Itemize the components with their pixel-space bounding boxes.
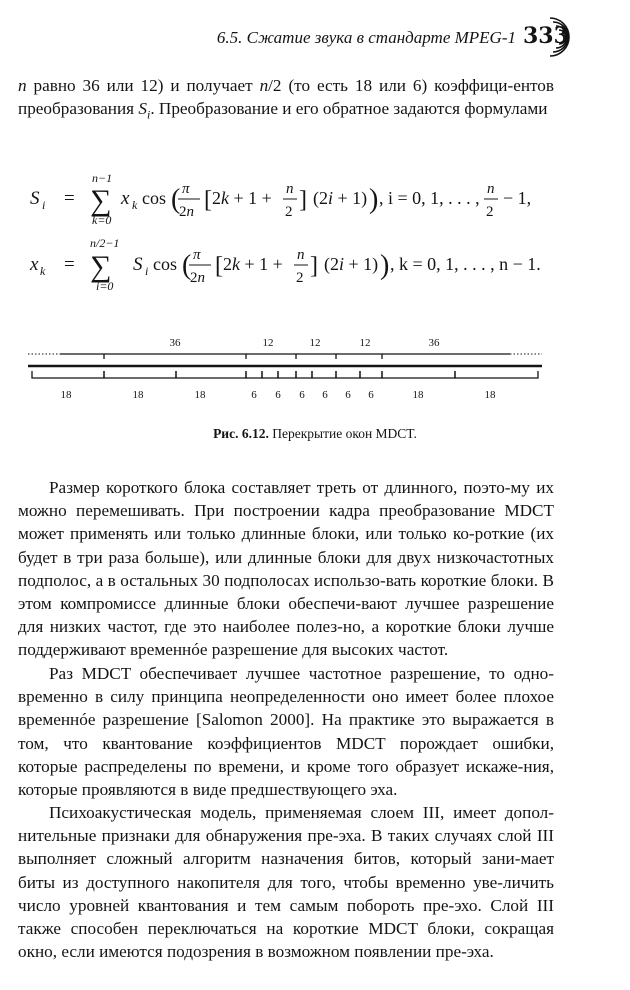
bottom-label: 18: [484, 389, 496, 401]
formula2-bracket-close: ]: [310, 253, 318, 279]
top-label: 12: [309, 337, 321, 349]
bottom-label: 18: [60, 389, 72, 401]
mdct-window-overlap-figure: [20, 333, 550, 403]
bottom-label: 6: [251, 389, 257, 401]
formula2-2: 2: [296, 270, 304, 286]
formula1-range-n: n: [487, 181, 495, 197]
formula2-sigma: ∑: [90, 250, 112, 283]
body-paragraph-1: Размер короткого блока составляет треть от длинного, поэто-му их можно перемешивать. При построении кадра преобразование MDCT может применять или только длинные блоки, или только ко-роткие (их будет в три раза больше), или длинные блоки для двух низкочастотных подполос, а в остальных 30 подполосах использо-вать короткие блоки. В этом компромиссе длинные блоки обеспечи-вают лучшее разрешение для низких частот, где это наиболее полез-но, а короткие блоки лучше поддерживают временнóе разрешение для высоких частот.: [18, 478, 554, 660]
formula2-paren-close: ): [380, 250, 390, 281]
bottom-window-labels: [61, 389, 497, 401]
top-label: 36: [169, 337, 181, 349]
formula2-bracket-open: [: [215, 253, 223, 279]
top-label: 12: [262, 337, 274, 349]
formula2-summand: S: [133, 254, 143, 275]
formula1-summand-sub: k: [132, 198, 138, 212]
formula1-range-2: 2: [486, 204, 494, 220]
bottom-label: 6: [368, 389, 374, 401]
formula2-bracket-body: 2k + 1 +: [223, 254, 283, 274]
bottom-label: 6: [299, 389, 305, 401]
top-window-labels: [170, 337, 441, 349]
formula2-lhs: x: [30, 254, 39, 275]
formula-inverse: [29, 236, 541, 293]
formula2-equals: =: [64, 254, 75, 275]
intro-paragraph: n равно 36 или 12) и получает n/2 (то есть 18 или 6) коэффици-ентов преобразования $S_i$. Преобразование и его обратное задаются формулами: [18, 76, 555, 122]
formula2-paren-open: (: [182, 250, 192, 281]
formula2-pi: π: [193, 247, 201, 263]
intro-text-1: равно 36 или 12) и получает: [33, 76, 253, 95]
formula2-n: n: [297, 247, 305, 263]
formula1-sum-lower: k=0: [92, 213, 112, 227]
formula1-range-end: − 1,: [503, 188, 532, 208]
formula1-n: n: [286, 181, 294, 197]
formula2-2n: 2n: [190, 270, 205, 286]
figure-caption-text: Перекрытие окон MDCT.: [272, 426, 417, 441]
figure-caption-label: Рис. 6.12.: [213, 426, 269, 441]
upper-window-row: [60, 354, 510, 359]
formula2-lhs-sub: k: [40, 264, 46, 278]
formula1-2: 2: [285, 204, 293, 220]
lower-window-row: [32, 371, 538, 378]
formula1-sum-upper: n−1: [92, 171, 113, 185]
body-paragraph-2: Раз MDCT обеспечивает лучшее частотное разрешение, то одно-временно в силу принципа неопределенности оно имеет более плохое временнóе разрешение [Salomon 2000]. На практике это выражается в том, что квантование коэффициентов MDCT порождает ошибки, которые распределены по времени, и кроме того образует искаже-ния, которые проявляются в виде предшествующего эха.: [18, 664, 554, 800]
top-label: 12: [359, 337, 371, 349]
page-number: 333: [523, 23, 569, 49]
formula2-range: , k = 0, 1, . . . , n − 1.: [390, 254, 541, 274]
formula1-paren-open: (: [171, 184, 181, 215]
bottom-label: 18: [132, 389, 144, 401]
formula2-summand-sub: i: [145, 264, 149, 278]
formula1-range: , i = 0, 1, . . . ,: [379, 188, 480, 208]
formula1-sigma: ∑: [90, 184, 112, 217]
formula1-equals: =: [64, 188, 75, 209]
mdct-formulas: [0, 160, 630, 300]
bottom-label: 18: [412, 389, 424, 401]
page-corner-arc-icon: [548, 14, 574, 60]
figure-caption: [0, 426, 630, 442]
formula1-2i1: (2i + 1): [313, 188, 368, 208]
running-header: 6.5. Сжатие звука в стандарте MPEG-1: [216, 28, 516, 47]
formula1-summand: x: [121, 188, 130, 209]
formula1-lhs-sub: i: [42, 198, 46, 212]
formula1-2n: 2n: [179, 204, 194, 220]
formula2-cos: cos: [153, 254, 177, 274]
top-label: 36: [428, 337, 440, 349]
bottom-label: 6: [275, 389, 281, 401]
bottom-label: 6: [322, 389, 328, 401]
formula1-paren-close: ): [369, 184, 379, 215]
formula1-bracket-body: 2k + 1 +: [212, 188, 272, 208]
formula1-bracket-close: ]: [299, 187, 307, 213]
formula1-cos: cos: [142, 188, 166, 208]
formula1-bracket-open: [: [204, 187, 212, 213]
intro-text-3: . Преобразование и его обратное задаются формулами: [150, 99, 548, 119]
bottom-label: 18: [194, 389, 206, 401]
formula1-lhs: S: [30, 188, 40, 209]
formula2-sum-upper: n/2−1: [90, 236, 120, 250]
formula-forward: [30, 171, 531, 227]
formula2-2i1: (2i + 1): [324, 254, 379, 274]
body-paragraph-3: Психоакустическая модель, применяемая слоем III, имеет допол-нительные признаки для обнаружения пре-эха. В таких случаях слой III выполняет сложный алгоритм назначения битов, который зани-мает биты из доступного накопителя для того, чтобы временно уве-личить число уровней квантования и тем самым побороть пре-эхо. Слой III также способен переключаться на короткие MDCT блоки, сокращая окно, если имеются подозрения в возможном появлении пре-эха.: [18, 803, 554, 962]
bottom-label: 6: [345, 389, 351, 401]
intro-text-2: (то есть 18 или 6) коэффици-ентов преобразования: [18, 76, 555, 119]
formula2-sum-lower: i=0: [96, 279, 114, 293]
formula1-pi: π: [182, 181, 190, 197]
